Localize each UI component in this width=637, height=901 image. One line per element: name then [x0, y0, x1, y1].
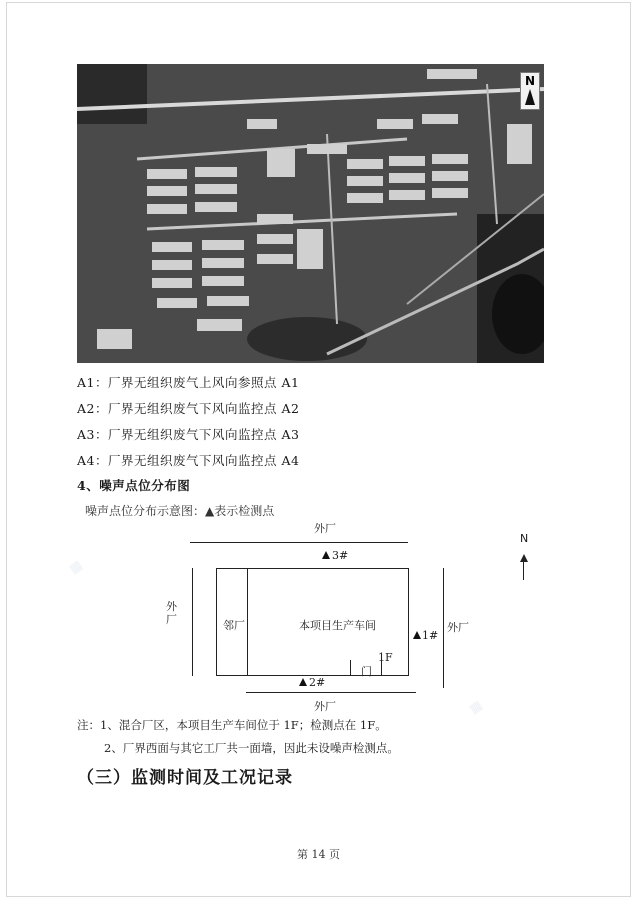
left-boundary-line	[192, 568, 193, 676]
outer-factory-left-label: 外厂	[166, 600, 177, 626]
aerial-map	[77, 64, 544, 363]
note-2: 2、厂界西面与其它工厂共一面墙，因此未设噪声检测点。	[104, 741, 399, 755]
point-3-marker	[322, 551, 330, 559]
neighbor-factory-label: 邻厂	[223, 619, 245, 632]
diagram-north-arrow-stem	[523, 562, 524, 580]
outer-factory-bottom-label: 外厂	[314, 700, 336, 713]
floor-label: 1F	[378, 651, 393, 664]
north-arrow-icon	[525, 89, 535, 105]
outer-factory-right-label: 外厂	[447, 621, 469, 634]
neighbor-divider	[247, 569, 248, 675]
section-3-heading: （三）监测时间及工况记录	[77, 768, 293, 788]
outer-factory-top-label: 外厂	[314, 522, 336, 535]
diagram-caption: 噪声点位分布示意图：▲表示检测点	[85, 504, 275, 518]
point-2-marker	[299, 678, 307, 686]
watermark: ▦	[66, 557, 86, 578]
top-boundary-line	[190, 542, 408, 543]
legend-a2: A2：厂界无组织废气下风向监控点 A2	[77, 401, 300, 416]
page-number: 第 14 页	[297, 848, 340, 861]
noise-diagram	[160, 518, 540, 718]
gate-right-tick	[381, 660, 382, 676]
right-boundary-line	[443, 568, 444, 688]
gate-left-tick	[350, 660, 351, 676]
legend-a1: A1：厂界无组织废气上风向参照点 A1	[77, 375, 300, 390]
point-3-label: 3#	[332, 549, 349, 562]
section-4-title: 4、噪声点位分布图	[77, 478, 191, 493]
point-1-label: 1#	[422, 629, 439, 642]
bottom-boundary-line	[246, 692, 416, 693]
workshop-label: 本项目生产车间	[299, 619, 376, 632]
legend-a3: A3：厂界无组织废气下风向监控点 A3	[77, 427, 300, 442]
map-north-label: N	[524, 74, 536, 88]
diagram-north-label: N	[520, 532, 529, 545]
gate-label: 门	[361, 665, 372, 678]
diagram-north-arrow-icon	[520, 554, 528, 562]
legend-a4: A4：厂界无组织废气下风向监控点 A4	[77, 453, 300, 468]
map-north-badge	[520, 72, 540, 110]
note-1: 注：1、混合厂区，本项目生产车间位于 1F；检测点在 1F。	[77, 718, 387, 732]
point-2-label: 2#	[309, 676, 326, 689]
watermark: ▦	[466, 697, 486, 718]
point-1-marker	[413, 631, 421, 639]
